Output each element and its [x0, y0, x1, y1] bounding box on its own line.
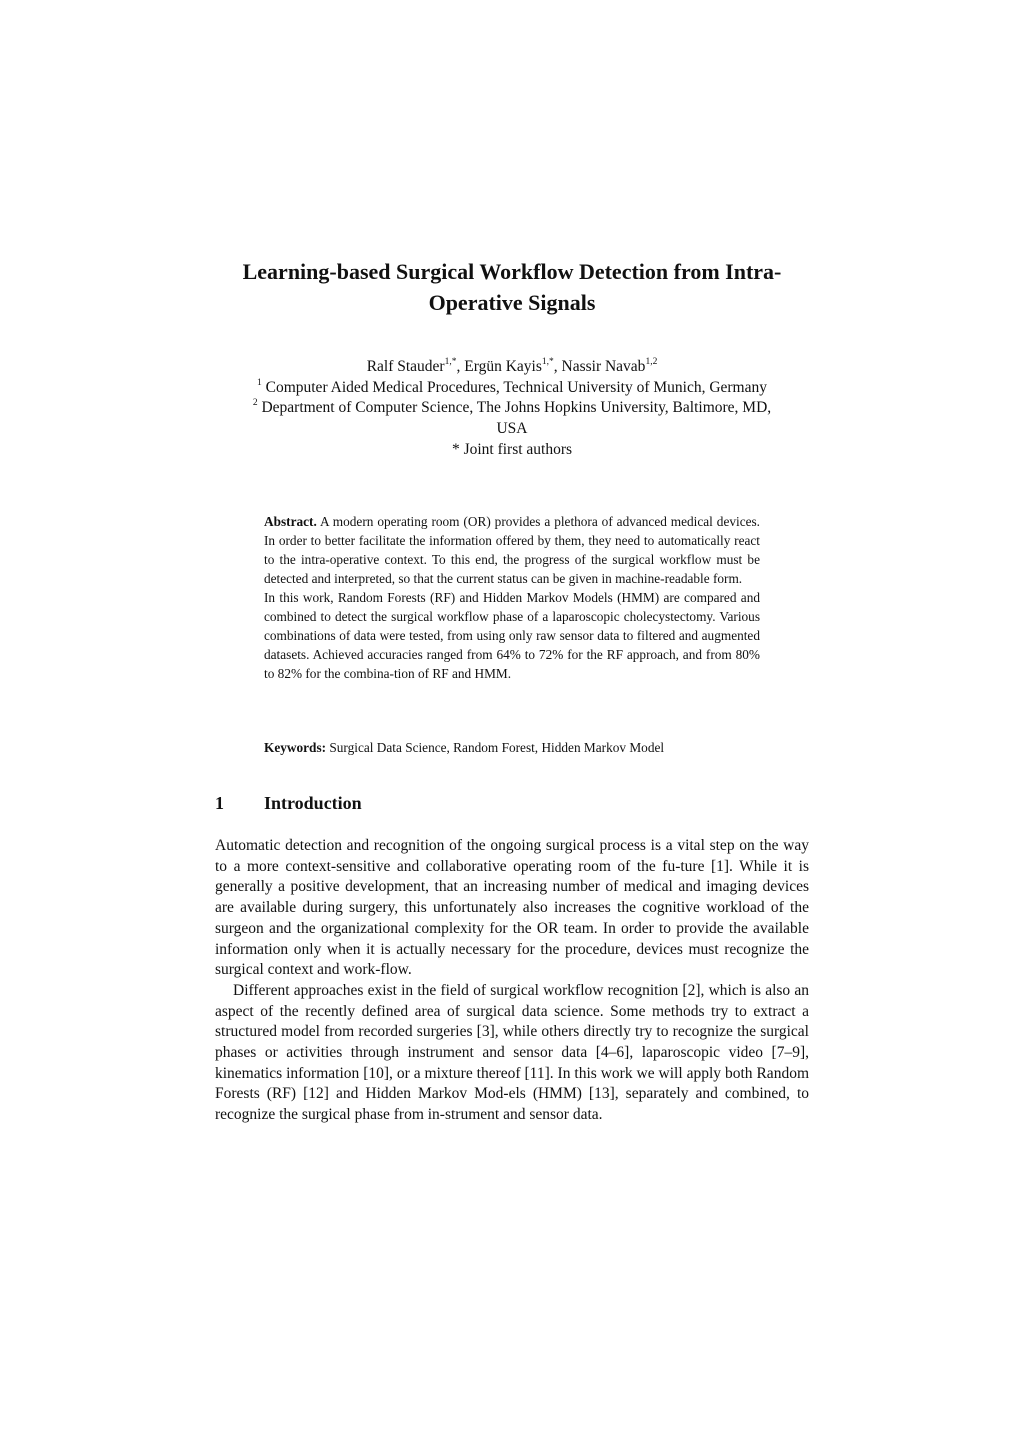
author-affiliation-mark: 1,* — [444, 356, 457, 367]
section-title: Introduction — [264, 793, 362, 813]
author-separator: , — [553, 358, 562, 375]
affiliation-text: Department of Computer Science, The Johns Hopkins University, Baltimore, MD, — [257, 399, 772, 417]
keywords-label: Keywords: — [264, 740, 327, 755]
section-number: 1 — [215, 793, 224, 813]
author-affiliation-mark: 1,* — [541, 356, 554, 367]
keywords-text: Surgical Data Science, Random Forest, Hidden Markov Model — [326, 740, 665, 755]
paper-title — [180, 256, 844, 318]
body-paragraph-2: Different approaches exist in the field of surgical workflow recognition [2], which is also an aspect of the recently defined area of surgical data science. Some methods try to extract a structured model from recorded surgeries [3], while others directly try to recognize the surgical phases or activities through instrument and sensor data [4–6], laparoscopic video [7–9], kinematics information [10], or a mixture thereof [11]. In this work we will apply both Random Forests (RF) [12] and Hidden Markov Mod-els (HMM) [13], separately and combined, to recognize the surgical phase from in-strument and sensor data. — [215, 981, 809, 1124]
paper-title-line-1: Learning-based Surgical Workflow Detection from Intra- — [242, 259, 782, 284]
authors-block — [180, 357, 844, 461]
body-paragraph-1: Automatic detection and recognition of the ongoing surgical process is a vital step on the way to a more context-sensitive and collaborative operating room of the fu-ture [1]. While it is generally a positive development, that an increasing number of medical and imaging devices are available during surgery, this unfortunately also increases the cognitive workload of the surgeon and the organizational complexity for the OR team. In order to provide the available information only when it is actually necessary for the procedure, devices must recognize the surgical context and work-flow. — [215, 837, 809, 979]
affiliation-1 — [180, 378, 844, 399]
author-affiliation-mark: 1,2 — [645, 356, 658, 367]
affiliation-2 — [180, 398, 844, 419]
abstract-paragraph-2: In this work, Random Forests (RF) and Hidden Markov Models (HMM) are compared and combined to detect the surgical workflow phase of a laparoscopic cholecystectomy. Various combinations of data were tested, from using only raw sensor data to filtered and augmented datasets. Achieved accuracies ranged from 64% to 72% for the RF approach, and from 80% to 82% for the combina-tion of RF and HMM. — [264, 590, 760, 681]
section-body — [215, 836, 809, 1126]
abstract — [264, 512, 760, 683]
author-separator: , — [456, 358, 465, 375]
keywords — [264, 738, 760, 757]
abstract-text-1: A modern operating room (OR) provides a plethora of advanced medical devices. In order to better facilitate the information offered by them, they need to automatically react to the intra-operative context. To this end, the progress of the surgical workflow must be detected and interpreted, so that the current status can be given in machine-readable form. — [264, 514, 760, 586]
affiliation-text: Computer Aided Medical Procedures, Technical University of Munich, Germany — [261, 378, 767, 396]
section-heading — [215, 791, 809, 815]
author-name: Ergün Kayis — [464, 358, 542, 375]
author-name: Ralf Stauder — [366, 358, 445, 375]
abstract-paragraph-1 — [264, 512, 760, 588]
joint-authors-note: * Joint first authors — [451, 440, 573, 458]
author-list — [180, 357, 844, 378]
abstract-label: Abstract. — [264, 514, 317, 529]
author-name: Nassir Navab — [561, 358, 646, 375]
affiliation-mark: 2 — [252, 398, 258, 409]
affiliation-mark: 1 — [256, 377, 262, 388]
affiliation-2-continued: USA — [496, 420, 528, 438]
paper-title-line-2: Operative Signals — [428, 290, 596, 315]
